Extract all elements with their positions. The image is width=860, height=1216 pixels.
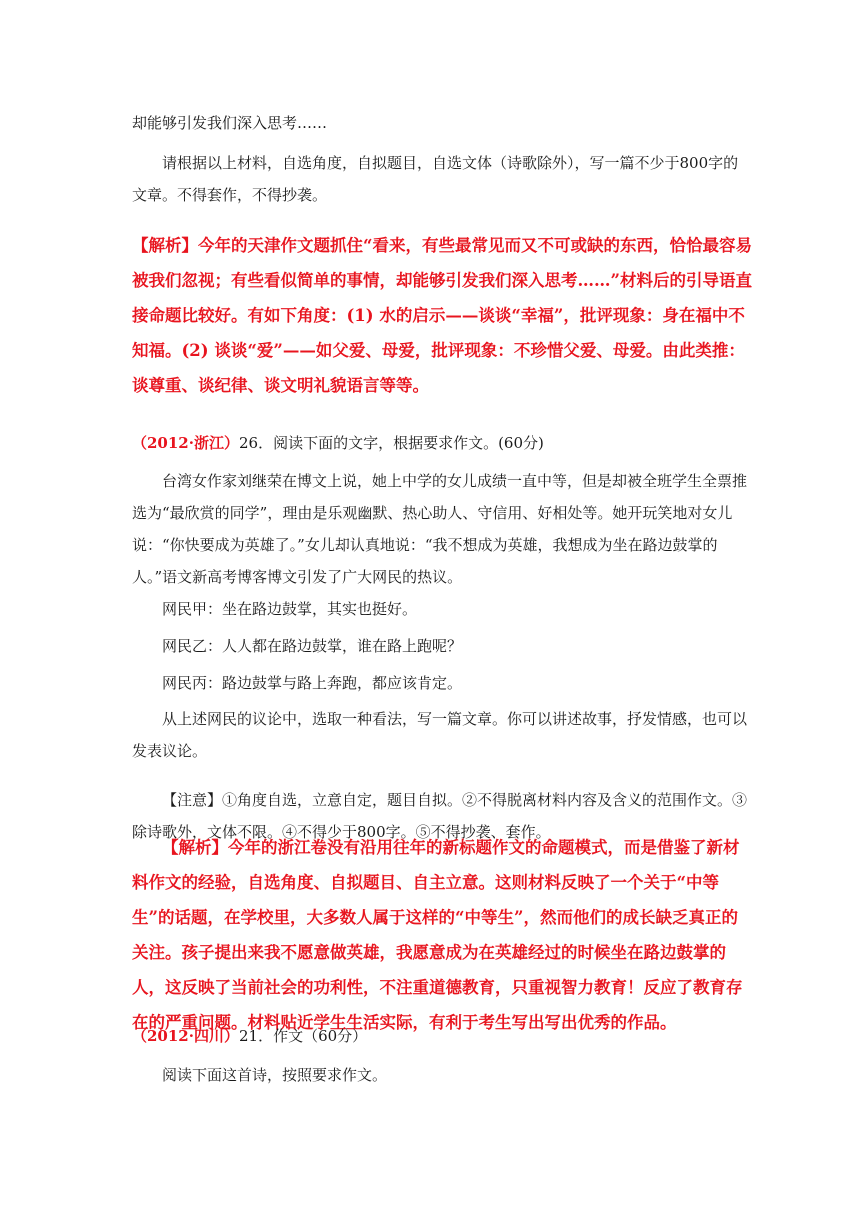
question-source: （2012·浙江） [132, 434, 239, 452]
question-source: （2012·四川） [132, 1027, 239, 1045]
paragraph-netizen-b: 网民乙：人人都在路边鼓掌，谁在路上跑呢？ [162, 637, 463, 655]
paragraph-netizen-c: 网民丙：路边鼓掌与路上奔跑，都应该肯定。 [162, 674, 463, 692]
paragraph: 却能够引发我们深入思考…… [132, 114, 328, 132]
paragraph-task: 从上述网民的议论中，选取一种看法，写一篇文章。你可以讲述故事，抒发情感，也可以发表议论。 [132, 710, 748, 760]
question-heading-zhejiang [132, 427, 752, 459]
paragraph-poem-instruction: 阅读下面这首诗，按照要求作文。 [162, 1066, 388, 1084]
paragraph-material: 台湾女作家刘继荣在博文上说，她上中学的女儿成绩一直中等，但是却被全班学生全票推选为“最欣赏的同学”，理由是乐观幽默、热心助人、守信用、好相处等。她开玩笑地对女儿说：“你快要成为英雄了。”女儿却认真地说：“我不想成为英雄，我想成为坐在路边鼓掌的人。”语文新高考博客博文引发了广大网民的热议。 [132, 472, 748, 586]
analysis-tianjin: 【解析】今年的天津作文题抓住“看来，有些最常见而又不可或缺的东西，恰恰最容易被我们忽视；有些看似简单的事情，却能够引发我们深入思考……”材料后的引导语直接命题比较好。有如下角度：(1) 水的启示——谈谈“幸福”，批评现象：身在福中不知福。(2) 谈谈“爱”——如父爱、母爱，批评现象：不珍惜父爱、母爱。由此类推：谈尊重、谈纪律、谈文明礼貌语言等等。 [132, 236, 752, 395]
paragraph-writing-instructions: 请根据以上材料，自选角度，自拟题目，自选文体（诗歌除外），写一篇不少于800字的文章。不得套作，不得抄袭。 [132, 154, 739, 204]
paragraph-netizen-a: 网民甲：坐在路边鼓掌，其实也挺好。 [162, 600, 418, 618]
analysis-zhejiang: 【解析】今年的浙江卷没有沿用往年的新标题作文的命题模式，而是借鉴了新材料作文的经验，自选角度、自拟题目、自主立意。这则材料反映了一个关于“中等生”的话题，在学校里，大多数人属于这样的“中等生”，然而他们的成长缺乏真正的关注。孩子提出来我不愿意做英雄，我愿意成为在英雄经过的时候坐在路边鼓掌的人，这反映了当前社会的功利性，不注重道德教育，只重视智力教育！反应了教育存在的严重问题。材料贴近学生生活实际，有利于考生写出写出优秀的作品。 [132, 838, 743, 1032]
paragraph-notice: 【注意】①角度自选，立意自定，题目自拟。②不得脱离材料内容及含义的范围作文。③除诗歌外，文体不限。④不得少于800字。⑤不得抄袭、套作。 [132, 791, 748, 841]
question-prompt: 26．阅读下面的文字，根据要求作文。(60分) [238, 434, 544, 452]
question-heading-sichuan [132, 1020, 752, 1052]
question-prompt: 21．作文（60分） [238, 1027, 368, 1045]
